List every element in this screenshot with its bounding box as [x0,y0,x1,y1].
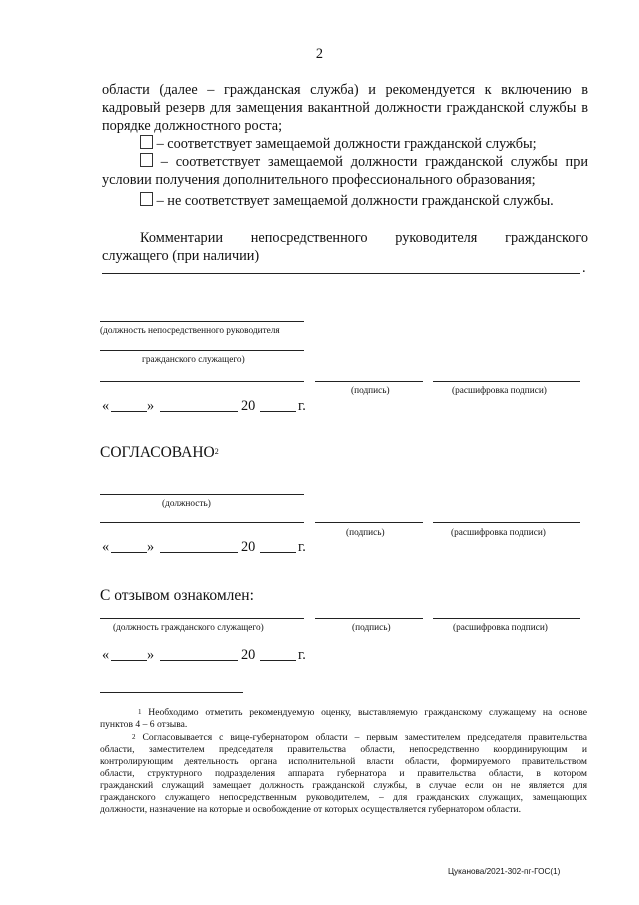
supervisor-position-field-2[interactable] [100,350,304,351]
option-2-text-line-2: условии получения дополнительного профессионального образования; [102,172,536,188]
acquainted-position-field[interactable] [100,618,304,619]
footnote-2-line-7: должности, назначение на которые и освобождение от которых осуществляется губернатором области. [100,804,522,815]
footnote-1-text-1: Необходимо отметить рекомендуемую оценку, выставляемую гражданскому служащему на основе [148,707,587,718]
comments-field[interactable] [102,273,580,274]
supervisor-decode-field[interactable] [433,381,580,382]
date-day-field-1[interactable] [111,411,147,412]
date-year-prefix-1: 20 [241,398,256,414]
document-code: Цуканова/2021-302-пг-ГОС(1) [448,867,561,876]
comments-line-2: служащего (при наличии) [102,248,260,264]
supervisor-position-caption-1: (должность непосредственного руководителя [100,326,280,336]
date-month-field-3[interactable] [160,660,238,661]
option-3-checkbox[interactable] [140,192,153,206]
date-year-prefix-3: 20 [241,647,256,663]
approved-position-field-2[interactable] [100,522,304,523]
approved-decode-field[interactable] [433,522,580,523]
acquainted-decode-field[interactable] [433,618,580,619]
option-1-checkbox[interactable] [140,135,153,149]
date-year-field-3[interactable] [260,660,296,661]
date-month-field-2[interactable] [160,552,238,553]
supervisor-position-field[interactable] [100,321,304,322]
approved-title [100,443,219,463]
footnote-2-line-3: контролирующим деятельность органа исполнительной власти области, формируемого правительством [100,756,587,767]
date-month-field-1[interactable] [160,411,238,412]
date-open-quote-2: « [102,539,110,555]
date-day-field-3[interactable] [111,660,147,661]
comments-end-period: . [582,260,586,276]
page-number: 2 [315,46,324,62]
date-year-suffix-1: г. [298,398,306,414]
footnote-2-line-5: гражданский служащий замещает должность гражданской службы, в случае если он не является для [100,780,587,791]
approved-decode-caption: (расшифровка подписи) [451,528,546,538]
date-year-suffix-2: г. [298,539,306,555]
acquainted-signature-caption: (подпись) [352,623,391,633]
footnote-2-line-1 [100,732,587,744]
footnote-1-line-1 [100,707,587,719]
approved-position-field[interactable] [100,494,304,495]
date-close-quote-1: » [147,398,155,414]
footnote-2-line-2: области, заместителем председателя правительства области, непосредственно координирующим и [100,744,587,755]
approved-title-text: СОГЛАСОВАНО [100,444,215,461]
approved-position-caption: (должность) [162,499,211,509]
footnote-2-text-1: Согласовывается с вице-губернатором области – первым заместителем председателя правительства [142,732,587,743]
footnote-2-line-6: гражданского служащего непосредственным руководителем, – для гражданских служащих, замещающих [100,792,587,803]
date-close-quote-2: » [147,539,155,555]
intro-line-3: порядке должностного роста; [102,118,283,134]
acquainted-signature-field[interactable] [315,618,423,619]
supervisor-position-caption-2: гражданского служащего) [142,355,245,365]
acquainted-decode-caption: (расшифровка подписи) [453,623,548,633]
supervisor-decode-caption: (расшифровка подписи) [452,386,547,396]
date-open-quote-3: « [102,647,110,663]
supervisor-signature-field[interactable] [315,381,423,382]
option-1-text: – соответствует замещаемой должности гражданской службы; [156,136,537,152]
approved-signature-field[interactable] [315,522,423,523]
supervisor-position-field-3[interactable] [100,381,304,382]
footnote-1-mark: 1 [138,708,142,716]
approved-signature-caption: (подпись) [346,528,385,538]
date-open-quote-1: « [102,398,110,414]
option-2-checkbox[interactable] [140,153,153,167]
option-3 [140,191,554,212]
intro-line-1: области (далее – гражданская служба) и рекомендуется к включению в [102,82,588,98]
comments-line-1: Комментарии непосредственного руководителя гражданского [140,230,588,246]
date-year-prefix-2: 20 [241,539,256,555]
date-year-suffix-3: г. [298,647,306,663]
footnote-2-line-4: области, структурного подразделения аппарата губернатора и правительства области, в котором [100,768,587,779]
footnote-2-mark: 2 [132,733,136,741]
date-close-quote-3: » [147,647,155,663]
footnote-1-line-2: пунктов 4 – 6 отзыва. [100,719,188,730]
acquainted-position-caption: (должность гражданского служащего) [113,623,264,633]
acquainted-title: С отзывом ознакомлен: [100,587,254,604]
option-2-text-line-1: – соответствует замещаемой должности гражданской службы при [160,154,588,170]
date-year-field-2[interactable] [260,552,296,553]
option-3-text: – не соответствует замещаемой должности гражданской службы. [156,193,554,209]
date-year-field-1[interactable] [260,411,296,412]
footnote-separator [100,692,243,693]
date-day-field-2[interactable] [111,552,147,553]
supervisor-signature-caption: (подпись) [351,386,390,396]
intro-line-2: кадровый резерв для замещения вакантной должности гражданской службы в [102,100,588,116]
approved-footnote-ref: 2 [214,447,219,456]
